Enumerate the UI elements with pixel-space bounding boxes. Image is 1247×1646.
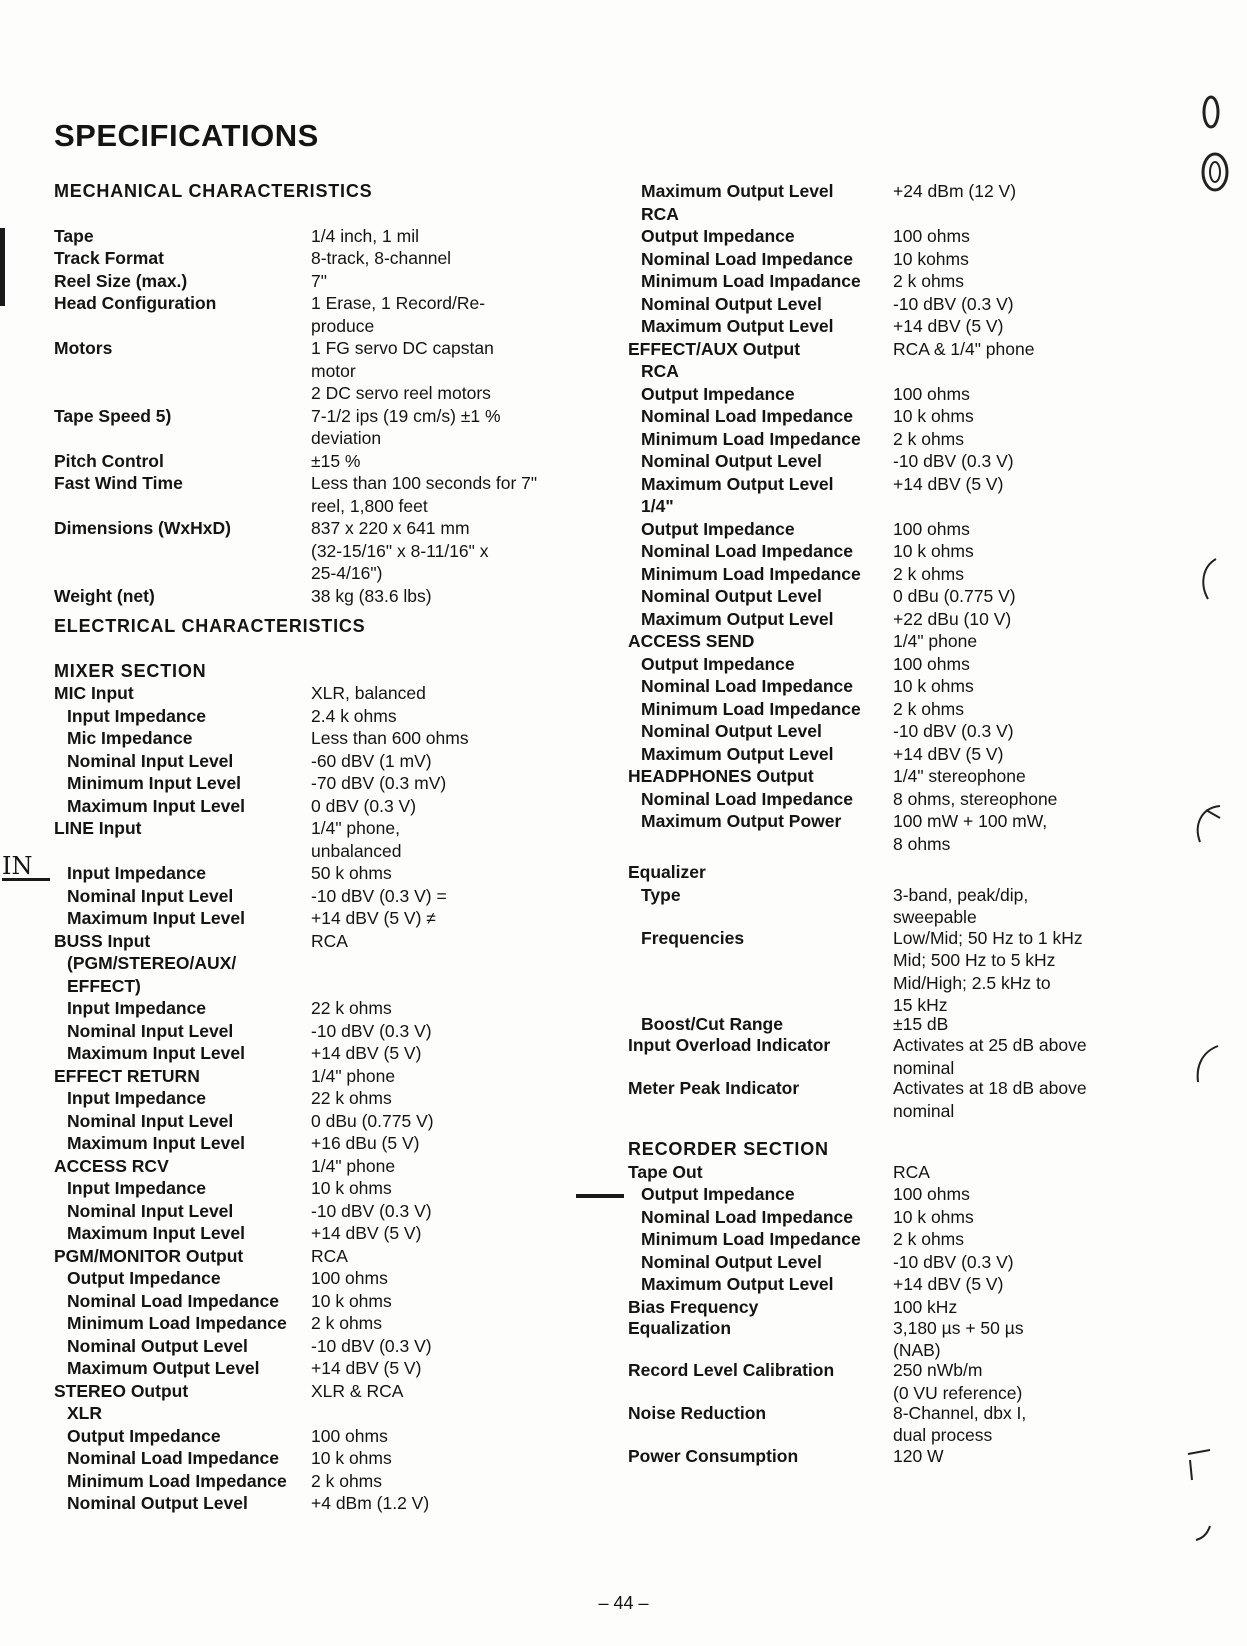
effect-return [54, 1065, 574, 1088]
spec-label: Output Impedance [641, 226, 795, 246]
spec-row [628, 1183, 1148, 1206]
spec-value: 100 kHz [893, 1296, 958, 1317]
spec-value: -10 dBV (0.3 V) [893, 721, 1014, 741]
spec-row [54, 1425, 574, 1448]
spec-label: Boost/Cut Range [641, 1013, 783, 1034]
spec-value: +14 dBV (5 V) [893, 743, 1004, 764]
spec-label: Minimum Input Level [67, 773, 242, 793]
spec-label: Minimum Load Impedance [67, 1470, 287, 1491]
spec-value: 8-track, 8-channel [311, 248, 452, 268]
mechanical-row [54, 337, 574, 405]
spec-label: LINE Input [54, 818, 142, 838]
spec-row [628, 383, 1148, 406]
spec-label: Maximum Output Level [641, 743, 834, 764]
spec-value: +14 dBV (5 V) [311, 1043, 422, 1063]
spec-label: PGM/MONITOR Output [54, 1245, 244, 1266]
margin-scratch-2 [1190, 800, 1230, 850]
spec-label: Head Configuration [54, 293, 217, 313]
spec-value: Less than 600 ohms [311, 728, 469, 748]
spec-value: 2 k ohms [311, 1470, 382, 1491]
spec-label: Output Impedance [641, 518, 795, 539]
spec-label: Input Impedance [67, 705, 207, 726]
spec-row [54, 1290, 574, 1313]
spec-label: Type [641, 884, 681, 905]
spec-row [628, 270, 1148, 293]
recorder-row [628, 1317, 1148, 1360]
spec-value: 1 FG servo DC capstan motor 2 DC servo reel motors [311, 338, 494, 403]
margin-note-text: IN [2, 852, 33, 880]
spec-row [54, 727, 574, 750]
spec-value: 2 k ohms [893, 698, 964, 719]
spec-row [54, 997, 574, 1020]
equalizer-label: Equalizer [628, 862, 706, 882]
spec-value: ±15 dB [893, 1013, 949, 1034]
spec-value: 2 k ohms [893, 1229, 964, 1249]
spec-row [628, 315, 1148, 338]
spec-label: Meter Peak Indicator [628, 1078, 800, 1098]
spec-row [54, 885, 574, 908]
tape-out-arrow [576, 1194, 624, 1198]
spec-value: 100 ohms [893, 653, 970, 674]
spec-row [628, 698, 1148, 721]
pgm-monitor-output [54, 1245, 574, 1268]
spec-value: 10 k ohms [893, 541, 974, 561]
spec-label: Input Impedance [67, 1178, 207, 1198]
spec-value: 38 kg (83.6 lbs) [311, 585, 432, 606]
spec-label: Minimum Load Impedance [641, 428, 861, 449]
spec-label: Maximum Output Level [641, 608, 834, 629]
spec-label: Power Consumption [628, 1445, 799, 1466]
spec-row [628, 293, 1148, 316]
spec-row [54, 1222, 574, 1245]
spec-value: 120 W [893, 1445, 944, 1466]
spec-value: 100 ohms [311, 1425, 388, 1446]
spec-value: RCA & 1/4" phone [893, 338, 1035, 359]
spec-value: 10 k ohms [311, 1178, 392, 1198]
spec-row [54, 1087, 574, 1110]
spec-label: Nominal Output Level [641, 451, 822, 471]
spec-row [628, 248, 1148, 271]
spec-label: Nominal Load Impedance [641, 406, 853, 426]
spec-value: 100 ohms [893, 383, 970, 404]
meter-peak-indicator [628, 1077, 1148, 1120]
spec-value: 100 ohms [311, 1268, 388, 1288]
page-title: SPECIFICATIONS [54, 118, 319, 153]
spec-value: 250 nWb/m (0 VU reference) [893, 1360, 1023, 1403]
spec-value: 3-band, peak/dip, sweepable [893, 884, 1029, 927]
spec-label: Maximum Output Level [641, 473, 834, 494]
spec-label: Weight (net) [54, 585, 155, 606]
spec-value: 22 k ohms [311, 998, 392, 1018]
spec-row [54, 750, 574, 773]
spec-label: Reel Size (max.) [54, 270, 188, 291]
spec-label: Nominal Output Level [641, 586, 822, 606]
effect-aux-output [628, 338, 1148, 361]
spec-row [628, 1228, 1148, 1251]
spec-value: 2 k ohms [893, 428, 964, 449]
spec-value: 3,180 µs + 50 µs (NAB) [893, 1317, 1024, 1361]
spec-value: -10 dBV (0.3 V) [893, 451, 1014, 471]
spec-value: 7-1/2 ips (19 cm/s) ±1 % deviation [311, 405, 501, 448]
spec-value: Less than 100 seconds for 7" reel, 1,800 feet [311, 473, 538, 516]
spec-row [54, 1357, 574, 1380]
spec-value: 2 k ohms [311, 1313, 382, 1333]
spec-value: RCA [311, 930, 348, 951]
spec-value: 1 Erase, 1 Record/Re- produce [311, 293, 486, 336]
mic-input [54, 682, 574, 705]
recorder-row [628, 1402, 1148, 1445]
spec-value: 8 ohms, stereophone [893, 788, 1058, 809]
spec-value: +22 dBu (10 V) [893, 608, 1012, 629]
margin-scratch-1 [1196, 555, 1226, 605]
mechanical-row [54, 517, 574, 585]
spec-label: Input Overload Indicator [628, 1035, 831, 1055]
mechanical-row [54, 472, 574, 517]
spec-value: -10 dBV (0.3 V) [311, 1200, 432, 1221]
access-send [628, 630, 1148, 653]
spec-label: Nominal Output Level [641, 1251, 822, 1272]
spec-label: ACCESS RCV [54, 1155, 169, 1176]
equalizer-row [628, 1013, 1148, 1035]
spec-label: Nominal Load Impedance [641, 788, 853, 809]
spec-label: Minimum Load Impadance [641, 271, 861, 291]
spec-value: 0 dBu (0.775 V) [893, 586, 1016, 606]
spec-label: Frequencies [641, 927, 745, 948]
spec-label: Nominal Input Level [67, 885, 234, 906]
spec-value: 10 k ohms [893, 676, 974, 696]
spec-row [54, 1312, 574, 1335]
spec-label: Nominal Output Level [641, 293, 822, 314]
spec-row [54, 907, 574, 930]
spec-row [628, 810, 1148, 855]
spec-label: Tape Out [628, 1161, 703, 1182]
line-input [54, 817, 574, 862]
spec-value: 50 k ohms [311, 863, 392, 883]
access-rcv [54, 1155, 574, 1178]
spec-value: -10 dBV (0.3 V) [311, 1020, 432, 1041]
spec-row [628, 743, 1148, 766]
spec-row [54, 1447, 574, 1470]
mechanical-heading: MECHANICAL CHARACTERISTICS [54, 181, 373, 201]
spec-value: 1/4" phone [893, 631, 978, 651]
spec-label: MIC Input [54, 683, 134, 703]
spec-value: -60 dBV (1 mV) [311, 750, 432, 771]
spec-label: Nominal Input Level [67, 1020, 234, 1041]
spec-value: 2 k ohms [893, 271, 964, 291]
spec-label: ACCESS SEND [628, 631, 755, 651]
spec-label: Input Impedance [67, 1088, 207, 1108]
spec-value: 10 k ohms [893, 406, 974, 426]
spec-label: Bias Frequency [628, 1296, 759, 1317]
mechanical-row [54, 585, 574, 608]
mechanical-list [54, 225, 574, 608]
spec-row [54, 1492, 574, 1515]
spec-label: Output Impedance [641, 383, 795, 404]
spec-label: Input Impedance [67, 863, 207, 883]
spec-value: 0 dBV (0.3 V) [311, 795, 417, 816]
spec-label: Track Format [54, 248, 164, 268]
spec-label: Minimum Load Impedance [67, 1313, 287, 1333]
spec-label: Pitch Control [54, 450, 164, 471]
spec-label: Nominal Load Impedance [641, 248, 853, 269]
spec-label: HEADPHONES Output [628, 766, 814, 786]
spec-label: Maximum Output Level [641, 181, 834, 201]
spec-value: 10 k ohms [311, 1448, 392, 1468]
spec-label: Nominal Load Impedance [641, 676, 853, 696]
spec-value: Low/Mid; 50 Hz to 1 kHz Mid; 500 Hz to 5 kHz Mid/High; 2.5 kHz to 15 kHz [893, 927, 1083, 1015]
spec-value: 1/4" phone [311, 1155, 396, 1176]
spec-value: -10 dBV (0.3 V) [893, 293, 1014, 314]
spec-value: Activates at 25 dB above nominal [893, 1035, 1087, 1078]
spec-value: +14 dBV (5 V) [893, 316, 1004, 336]
spec-row [54, 1132, 574, 1155]
spec-label: BUSS Input [54, 930, 151, 951]
spec-label: Nominal Output Level [67, 1493, 248, 1513]
spec-row [54, 1177, 574, 1200]
spec-row [54, 1020, 574, 1043]
spec-row [54, 1335, 574, 1358]
spec-label: Nominal Output Level [641, 721, 822, 741]
spec-value: 10 k ohms [311, 1290, 392, 1311]
spec-row [628, 405, 1148, 428]
spec-value: 837 x 220 x 641 mm (32-15/16" x 8-11/16" x 25-4/16") [311, 518, 489, 583]
spec-value: -10 dBV (0.3 V) [893, 1251, 1014, 1272]
spec-label: Maximum Input Level [67, 795, 245, 816]
spec-value: 100 mW + 100 mW, 8 ohms [893, 811, 1048, 854]
spec-row [628, 1273, 1148, 1296]
spec-row [628, 225, 1148, 248]
spec-label: Dimensions (WxHxD) [54, 518, 231, 538]
margin-bar [0, 228, 5, 306]
spec-label: Record Level Calibration [628, 1360, 835, 1381]
spec-row [628, 675, 1148, 698]
spec-label: Equalization [628, 1317, 732, 1338]
spec-label: Input Impedance [67, 998, 207, 1018]
spec-label: Tape [54, 225, 94, 246]
spec-label: Minimum Load Impedance [641, 698, 861, 719]
spec-row [628, 1206, 1148, 1229]
spec-value: +14 dBV (5 V) [893, 1274, 1004, 1294]
spec-label: Output Impedance [641, 653, 795, 674]
spec-label: Output Impedance [67, 1268, 221, 1288]
spec-label: STEREO Output [54, 1380, 189, 1401]
spec-value: RCA [311, 1245, 348, 1266]
binding-hole-marks [1198, 94, 1232, 204]
left-column [54, 180, 574, 1515]
headphones-output [628, 765, 1148, 788]
spec-row [54, 795, 574, 818]
spec-label: Nominal Output Level [67, 1335, 248, 1356]
spec-value: +14 dBV (5 V) [311, 1358, 422, 1378]
spec-label: EFFECT/AUX Output [628, 338, 801, 359]
spec-value: 7" [311, 270, 327, 291]
spec-value: 1/4" stereophone [893, 766, 1026, 786]
spec-row [628, 428, 1148, 451]
spec-row [628, 585, 1148, 608]
spec-value: XLR & RCA [311, 1380, 404, 1401]
electrical-list-left [54, 682, 574, 1515]
spec-row [54, 705, 574, 728]
spec-label: Nominal Load Impedance [641, 541, 853, 561]
spec-label: Maximum Output Level [641, 1274, 834, 1294]
spec-value: -10 dBV (0.3 V) = [311, 885, 447, 906]
spec-row [628, 788, 1148, 811]
spec-label: Nominal Load Impedance [67, 1448, 279, 1468]
spec-value: +14 dBV (5 V) [311, 1223, 422, 1243]
xlr-label: XLR [67, 1403, 102, 1423]
spec-label: Fast Wind Time [54, 473, 183, 493]
spec-value: 100 ohms [893, 226, 970, 246]
stereo-output [54, 1380, 574, 1403]
mixer-heading: MIXER SECTION [54, 660, 207, 681]
spec-value: +14 dBV (5 V) ≠ [311, 908, 436, 928]
electrical-list-right [628, 180, 1148, 1466]
spec-label: Minimum Load Impedance [641, 1229, 861, 1249]
spec-row [628, 518, 1148, 541]
spec-value: +4 dBm (1.2 V) [311, 1493, 430, 1513]
spec-label: Nominal Load Impedance [641, 1206, 853, 1227]
spec-value: ±15 % [311, 450, 361, 471]
spec-value: -10 dBV (0.3 V) [311, 1335, 432, 1356]
spec-label: Maximum Input Level [67, 908, 245, 928]
spec-value: 1/4" phone [311, 1065, 396, 1086]
spec-value: 2.4 k ohms [311, 705, 397, 726]
mechanical-row [54, 405, 574, 450]
right-column [628, 180, 1148, 1466]
spec-value: Activates at 18 dB above nominal [893, 1078, 1087, 1121]
spec-row [628, 563, 1148, 586]
spec-label: Maximum Input Level [67, 1043, 245, 1063]
mechanical-row [54, 450, 574, 473]
spec-label: Nominal Input Level [67, 1200, 234, 1221]
spec-row [54, 862, 574, 885]
spec-row [54, 1200, 574, 1223]
spec-row [54, 772, 574, 795]
spec-value: +24 dBm (12 V) [893, 181, 1017, 201]
spec-label: Maximum Input Level [67, 1223, 245, 1243]
spec-value: 1/4" phone, unbalanced [311, 818, 402, 861]
page-number: – 44 – [598, 1593, 649, 1613]
mechanical-row [54, 270, 574, 293]
spec-label: EFFECT RETURN [54, 1065, 200, 1086]
spec-label: Minimum Load Impedance [641, 563, 861, 584]
spec-label: Output Impedance [67, 1425, 221, 1446]
recorder-row [628, 1445, 1148, 1466]
spec-row [628, 720, 1148, 743]
spec-value: RCA [893, 1161, 930, 1182]
mechanical-row [54, 225, 574, 248]
mechanical-row [54, 292, 574, 337]
spec-row [628, 1251, 1148, 1274]
spec-row [628, 540, 1148, 563]
tape-out [628, 1161, 1148, 1184]
recorder-row [628, 1296, 1148, 1317]
spec-label: Noise Reduction [628, 1402, 767, 1423]
spec-label: Motors [54, 338, 113, 358]
spec-value: 10 kohms [893, 248, 969, 269]
spec-label: Mic Impedance [67, 728, 193, 748]
spec-value: 10 k ohms [893, 1206, 974, 1227]
recorder-heading: RECORDER SECTION [628, 1139, 829, 1159]
mechanical-row [54, 247, 574, 270]
buss-input [54, 930, 574, 953]
spec-row [628, 653, 1148, 676]
electrical-heading: ELECTRICAL CHARACTERISTICS [54, 616, 366, 636]
spec-row [628, 450, 1148, 473]
spec-row [54, 1470, 574, 1493]
spec-label: Maximum Output Level [641, 316, 834, 336]
spec-value: +14 dBV (5 V) [893, 473, 1004, 494]
recorder-row [628, 1359, 1148, 1402]
spec-value: XLR, balanced [311, 683, 426, 703]
spec-row [628, 473, 1148, 496]
spec-label: Maximum Output Power [641, 811, 842, 831]
spec-value: -70 dBV (0.3 mV) [311, 773, 447, 793]
rca-label: RCA [641, 203, 679, 224]
spec-label: Maximum Input Level [67, 1133, 245, 1153]
spec-label: Maximum Output Level [67, 1358, 260, 1378]
spec-row [54, 1042, 574, 1065]
effect-aux-rca-label: RCA [641, 361, 679, 381]
spec-value: 2 k ohms [893, 563, 964, 584]
spec-value: 0 dBu (0.775 V) [311, 1110, 434, 1131]
spec-label: Tape Speed 5) [54, 405, 172, 426]
spec-row [54, 1267, 574, 1290]
quarter-inch-label: 1/4" [641, 496, 674, 516]
margin-scratch-4 [1180, 1440, 1220, 1550]
spec-value: 8-Channel, dbx I, dual process [893, 1402, 1027, 1446]
xlr-max-output [628, 180, 1148, 203]
spec-value: 100 ohms [893, 1184, 970, 1204]
spec-row [54, 1110, 574, 1133]
spec-row [628, 608, 1148, 631]
margin-scratch-3 [1190, 1042, 1226, 1088]
spec-label: Nominal Load Impedance [67, 1290, 279, 1311]
buss-input-sub: (PGM/STEREO/AUX/ EFFECT) [67, 953, 237, 996]
input-overload-indicator [628, 1034, 1148, 1077]
equalizer-row [628, 884, 1148, 927]
spec-label: Nominal Input Level [67, 750, 234, 771]
spec-value: 100 ohms [893, 518, 970, 539]
spec-label: Nominal Input Level [67, 1110, 234, 1131]
spec-value: +16 dBu (5 V) [311, 1133, 420, 1153]
spec-value: 22 k ohms [311, 1088, 392, 1108]
equalizer-row [628, 927, 1148, 1013]
spec-value: 1/4 inch, 1 mil [311, 225, 419, 246]
spec-label: Output Impedance [641, 1184, 795, 1204]
margin-note [2, 852, 50, 881]
